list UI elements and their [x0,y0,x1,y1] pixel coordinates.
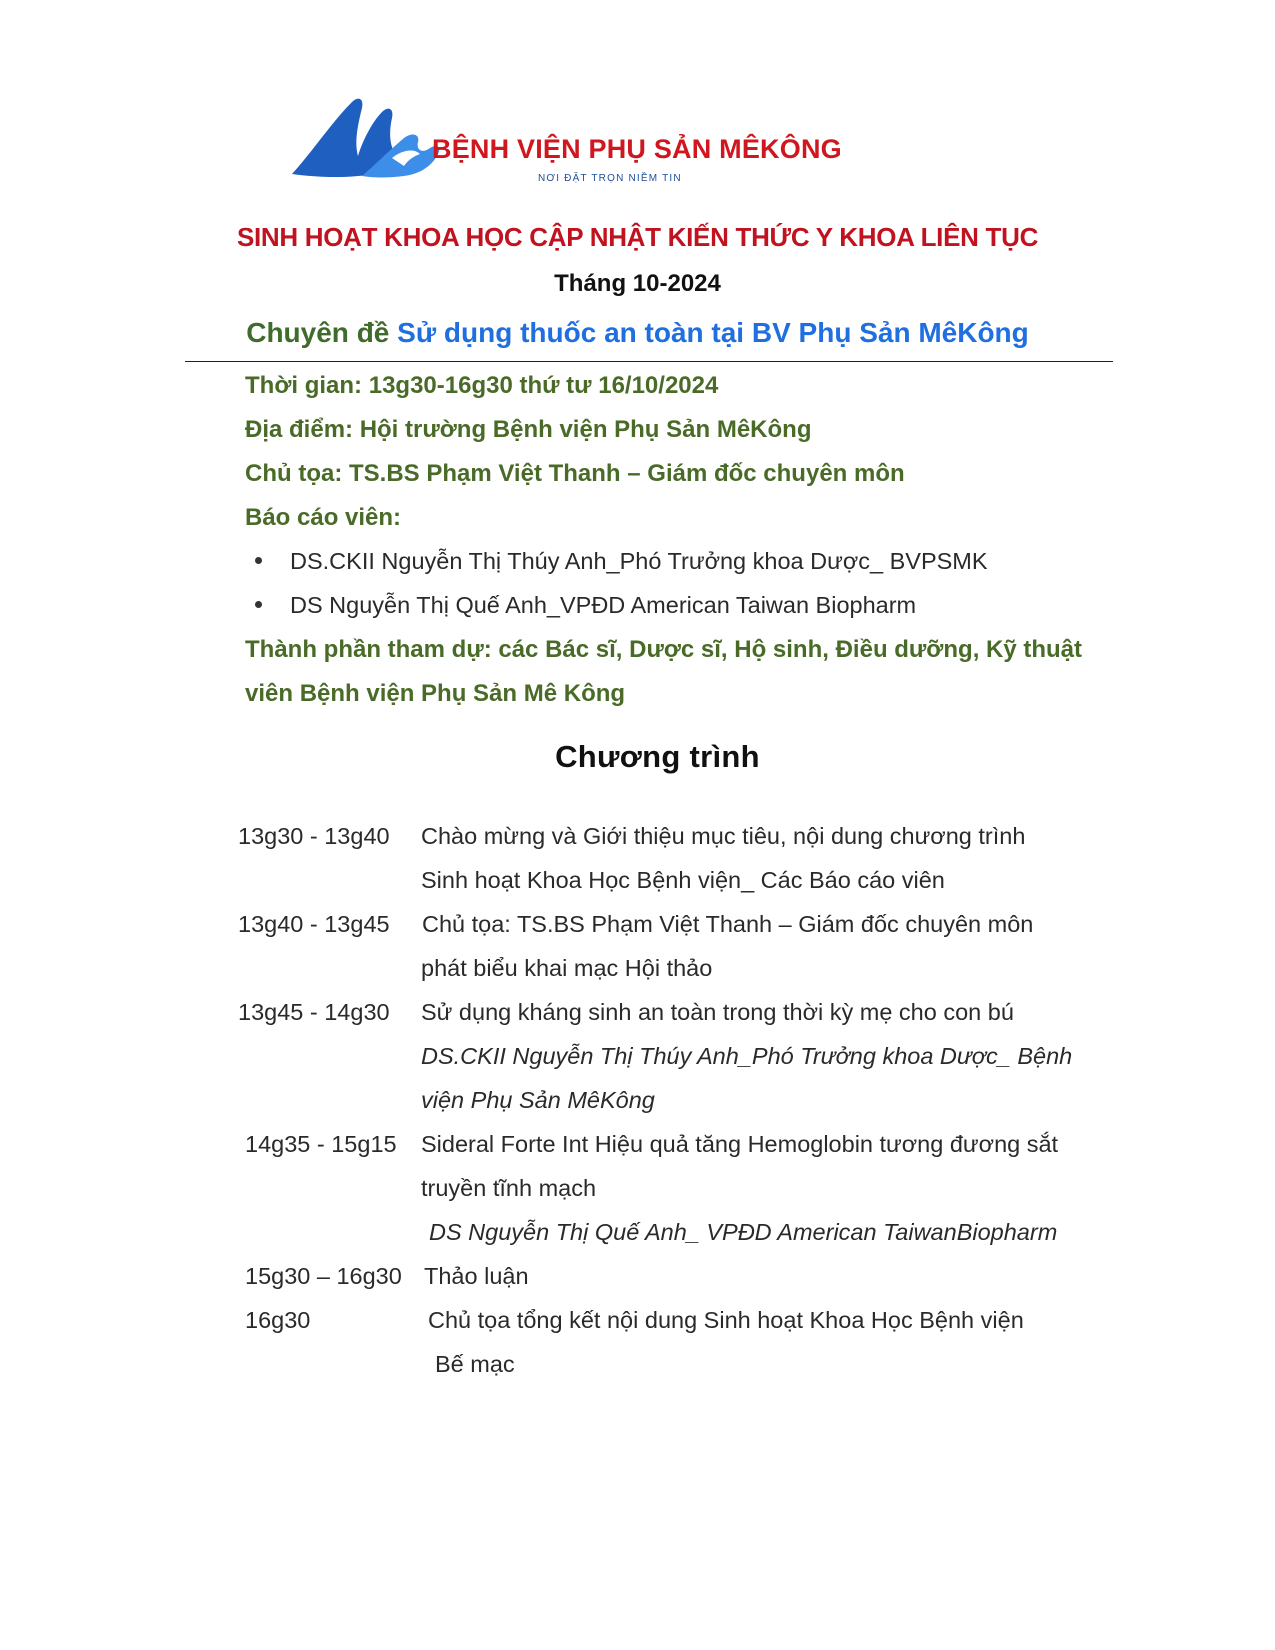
document-month: Tháng 10-2024 [554,270,721,297]
program-title: Chương trình [555,739,760,774]
schedule-desc: Sideral Forte Int Hiệu quả tăng Hemoglobin tương đương sắt [421,1131,1059,1157]
schedule-time: 13g30 - 13g40 [238,823,390,849]
info-location: Địa điểm: Hội trường Bệnh viện Phụ Sản MêKông [245,416,812,443]
topic-label: Chuyên đề [246,317,390,348]
topic-line [0,317,1275,349]
speaker-item: DS Nguyễn Thị Quế Anh_VPĐD American Taiwan Biopharm [255,592,916,619]
schedule-desc: Sử dụng kháng sinh an toàn trong thời kỳ mẹ cho con bú [421,999,1014,1025]
info-speakers-label: Báo cáo viên: [245,504,402,531]
schedule-time: 16g30 [245,1307,311,1333]
info-attendees-line-1: Thành phần tham dự: các Bác sĩ, Dược sĩ, Hộ sinh, Điều dưỡng, Kỹ thuật [245,636,1083,663]
schedule-desc: Sinh hoạt Khoa Học Bệnh viện_ Các Báo cáo viên [421,867,945,893]
logo-slogan: NƠI ĐẶT TRỌN NIỀM TIN [538,173,682,184]
info-attendees-line-2: viên Bệnh viện Phụ Sản Mê Kông [245,680,626,707]
schedule-desc: phát biểu khai mạc Hội thảo [421,955,713,981]
schedule-desc: Chủ tọa tổng kết nội dung Sinh hoạt Khoa Học Bệnh viện [428,1307,1024,1333]
document-title: SINH HOẠT KHOA HỌC CẬP NHẬT KIẾN THỨC Y KHOA LIÊN TỤC [236,222,1039,252]
schedule-time: 13g40 - 13g45 [238,911,390,937]
header-divider [185,361,1113,362]
info-chair: Chủ tọa: TS.BS Phạm Việt Thanh – Giám đốc chuyên môn [245,460,905,487]
bullet-icon [255,601,262,608]
schedule-speaker: viện Phụ Sản MêKông [421,1087,655,1113]
speaker-item: DS.CKII Nguyễn Thị Thúy Anh_Phó Trưởng khoa Dược_ BVPSMK [255,548,988,575]
schedule-time: 13g45 - 14g30 [238,999,390,1025]
schedule-speaker: DS.CKII Nguyễn Thị Thúy Anh_Phó Trưởng khoa Dược_ Bệnh [421,1043,1073,1069]
schedule-time: 15g30 – 16g30 [245,1263,402,1289]
schedule-time: 14g35 - 15g15 [245,1131,397,1157]
schedule-desc: Thảo luận [424,1263,529,1289]
schedule-speaker: DS Nguyễn Thị Quế Anh_ VPĐD American TaiwanBiopharm [429,1219,1058,1245]
bullet-icon [255,557,262,564]
schedule-desc: Chào mừng và Giới thiệu mục tiêu, nội dung chương trình [421,823,1026,849]
schedule-desc: Chủ tọa: TS.BS Phạm Việt Thanh – Giám đốc chuyên môn [422,911,1034,937]
topic-value: Sử dụng thuốc an toàn tại BV Phụ Sản MêKông [397,317,1029,348]
schedule-desc: Bế mạc [435,1351,515,1377]
schedule-desc: truyền tĩnh mạch [421,1175,597,1201]
logo-hospital-name: BỆNH VIỆN PHỤ SẢN MÊKÔNG [432,134,842,164]
info-time: Thời gian: 13g30-16g30 thứ tư 16/10/2024 [245,372,719,399]
